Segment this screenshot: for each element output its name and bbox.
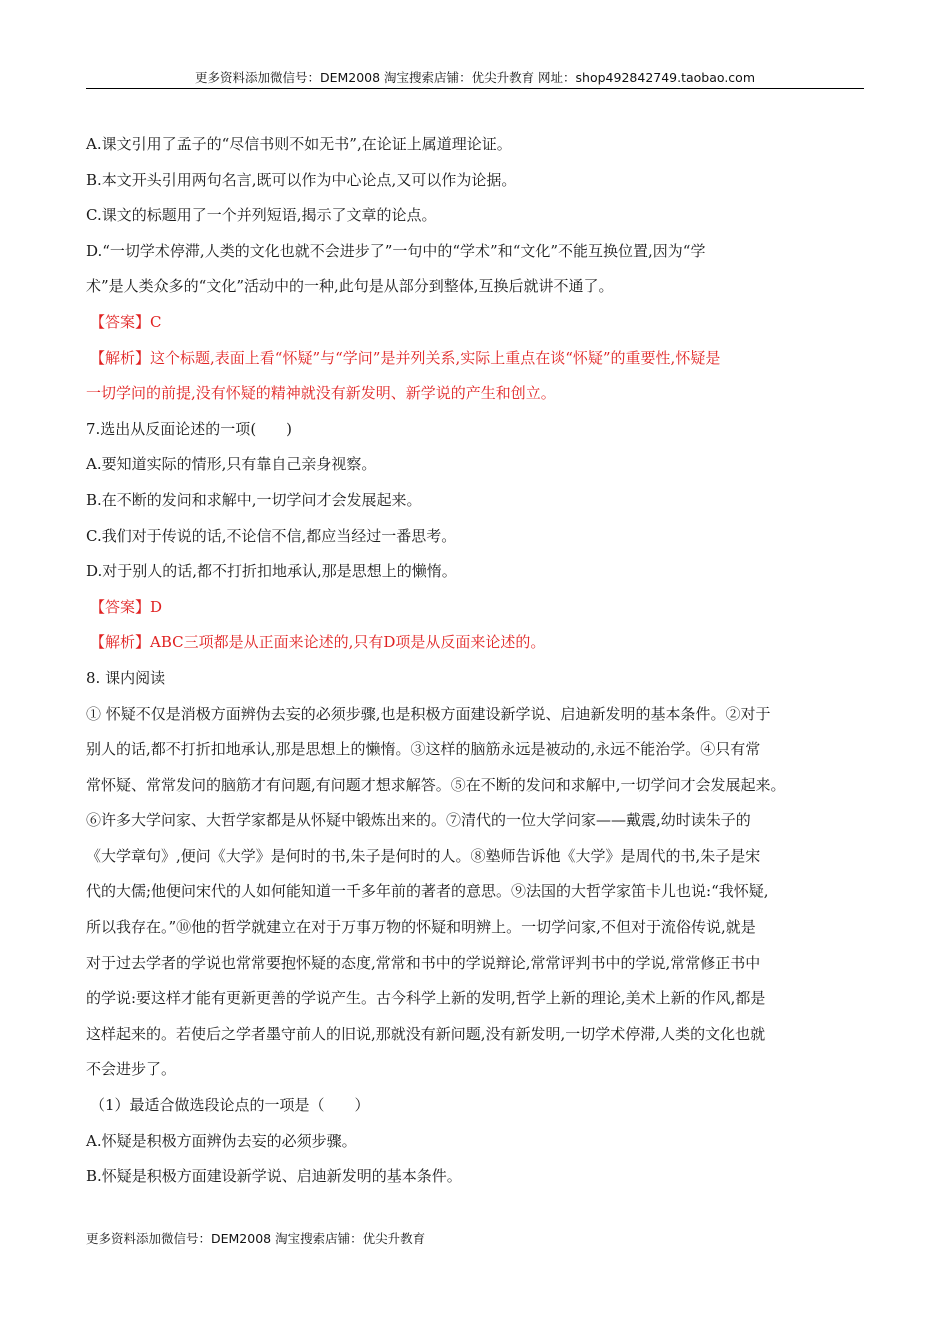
q7-stem: 7.选出从反面论述的一项( ) <box>86 419 293 438</box>
page-header: 更多资料添加微信号：DEM2008 淘宝搜索店铺：优尖升教育 网址：shop492842749.taobao.com <box>194 70 756 85</box>
page-footer: 更多资料添加微信号：DEM2008 淘宝搜索店铺：优尖升教育 <box>86 1231 426 1246</box>
q6-option-a: A.课文引用了孟子的“尽信书则不如无书”,在论证上属道理论证。 <box>86 135 512 153</box>
q6-option-d-line-1: D.“一切学术停滞,人类的文化也就不会进步了”一句中的“学术”和“文化”不能互换位置,因为“学 <box>86 241 706 260</box>
q7-option-d: D.对于别人的话,都不打折扣地承认,那是思想上的懒惰。 <box>86 562 457 581</box>
q7-option-b: B.在不断的发问和求解中,一切学问才会发展起来。 <box>86 490 422 509</box>
q7-analysis: 【解析】ABC三项都是从正面来论述的,只有D项是从反面来论述的。 <box>90 633 546 652</box>
passage-line: 《大学章句》,便问《大学》是何时的书,朱子是何时的人。⑧塾师告诉他《大学》是周代的书,朱子是宋 <box>86 846 761 865</box>
passage-line: 的学说:要这样才能有更新更善的学说产生。古今科学上新的发明,哲学上新的理论,美术上新的作风,都是 <box>86 989 766 1008</box>
q6-analysis-line-2: 一切学问的前提,没有怀疑的精神就没有新发明、新学说的产生和创立。 <box>86 384 556 403</box>
passage-line: 对于过去学者的学说也常常要抱怀疑的态度,常常和书中的学说辩论,常常评判书中的学说,常常修正书中 <box>86 953 761 972</box>
q8-sub1-option-a: A.怀疑是积极方面辨伪去妄的必须步骤。 <box>86 1131 357 1150</box>
passage-line: 别人的话,都不打折扣地承认,那是思想上的懒惰。③这样的脑筋永远是被动的,永远不能治学。④只有常 <box>86 740 761 759</box>
passage-line: ① 怀疑不仅是消极方面辨伪去妄的必须步骤,也是积极方面建设新学说、启迪新发明的基本条件。②对于 <box>86 704 771 723</box>
passage-line: ⑥许多大学问家、大哲学家都是从怀疑中锻炼出来的。⑦清代的一位大学问家——戴震,幼时读朱子的 <box>86 811 751 830</box>
passage-line: 这样起来的。若使后之学者墨守前人的旧说,那就没有新问题,没有新发明,一切学术停滞,人类的文化也就 <box>86 1024 766 1043</box>
q6-option-d-line-2: 术”是人类众多的“文化”活动中的一种,此句是从部分到整体,互换后就讲不通了。 <box>86 277 614 296</box>
header-divider <box>86 88 864 89</box>
q7-option-a: A.要知道实际的情形,只有靠自己亲身视察。 <box>86 455 377 474</box>
q8-sub1-option-b: B.怀疑是积极方面建设新学说、启迪新发明的基本条件。 <box>86 1167 462 1186</box>
q6-analysis-line-1: 【解析】这个标题,表面上看“怀疑”与“学问”是并列关系,实际上重点在谈“怀疑”的重要性,怀疑是 <box>90 348 721 367</box>
passage-line: 代的大儒;他便问宋代的人如何能知道一千多年前的著者的意思。⑨法国的大哲学家笛卡儿也说:“我怀疑, <box>86 882 769 901</box>
q8-sub1-stem: （1）最适合做选段论点的一项是（ ） <box>90 1096 370 1115</box>
q6-option-c: C.课文的标题用了一个并列短语,揭示了文章的论点。 <box>86 206 437 225</box>
passage-line: 不会进步了。 <box>86 1060 177 1079</box>
passage-line: 所以我存在。”⑩他的哲学就建立在对于万事万物的怀疑和明辨上。一切学问家,不但对于流俗传说,就是 <box>86 918 756 937</box>
q8-title: 8. 课内阅读 <box>86 668 166 687</box>
passage-line: 常怀疑、常常发问的脑筋才有问题,有问题才想求解答。⑤在不断的发问和求解中,一切学问才会发展起来。 <box>86 775 786 794</box>
document-body <box>86 127 866 1195</box>
q6-option-b: B.本文开头引用两句名言,既可以作为中心论点,又可以作为论据。 <box>86 170 517 189</box>
q7-answer: 【答案】D <box>90 597 163 616</box>
q7-option-c: C.我们对于传说的话,不论信不信,都应当经过一番思考。 <box>86 526 457 545</box>
q6-answer: 【答案】C <box>90 312 162 331</box>
